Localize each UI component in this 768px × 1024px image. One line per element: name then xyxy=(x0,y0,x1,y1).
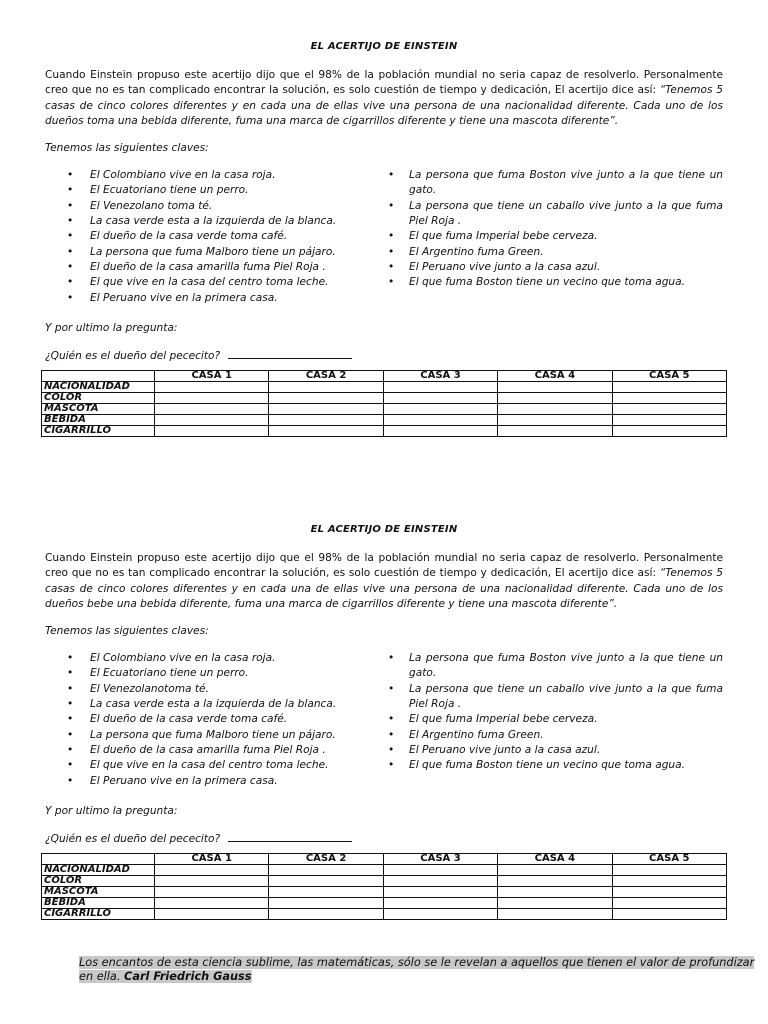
answer-cell[interactable] xyxy=(612,414,726,425)
clue-item: • El Venezolano toma té. xyxy=(45,199,384,214)
table-row xyxy=(42,403,727,414)
clue-item: • El que fuma Boston tiene un vecino que toma agua. xyxy=(384,758,723,773)
document-title: EL ACERTIJO DE EINSTEIN xyxy=(310,41,458,52)
answer-cell[interactable] xyxy=(498,875,612,886)
row-label: BEBIDA xyxy=(42,414,155,425)
table-row xyxy=(42,864,727,875)
column-header: CASA 3 xyxy=(383,853,497,864)
clue-item: • El Colombiano vive en la casa roja. xyxy=(45,651,384,666)
row-label: COLOR xyxy=(42,392,155,403)
table-header-row xyxy=(42,853,727,864)
answer-cell[interactable] xyxy=(498,392,612,403)
intro-quote: “Tenemos 5 casas de cinco colores diferentes y en cada una de ellas vive una persona de una nacionalidad diferente. Cada uno de los dueños toma una bebida diferente, fuma una marca de cigarrillos diferente y tiene una mascota diferente”. xyxy=(45,84,723,127)
answer-cell[interactable] xyxy=(269,886,383,897)
answer-cell[interactable] xyxy=(383,381,497,392)
clue-item: • La persona que fuma Boston vive junto a la que tiene un gato. xyxy=(384,168,723,199)
intro-quote: “Tenemos 5 casas de cinco colores diferentes y en cada una de ellas vive una persona de una nacionalidad diferente. Cada uno de los dueños bebe una bebida diferente, fuma una marca de cigarrillos diferente y tiene una mascota diferente”. xyxy=(45,567,723,610)
clues-label: Tenemos las siguientes claves: xyxy=(45,625,209,638)
row-label: CIGARRILLO xyxy=(42,425,155,436)
corner-cell xyxy=(42,853,155,864)
clue-item: • El que fuma Imperial bebe cerveza. xyxy=(384,229,723,244)
clue-item: • La persona que fuma Malboro tiene un pájaro. xyxy=(45,245,384,260)
answer-blank[interactable] xyxy=(228,348,352,359)
answer-cell[interactable] xyxy=(612,381,726,392)
answer-cell[interactable] xyxy=(612,875,726,886)
clue-item: • El Colombiano vive en la casa roja. xyxy=(45,168,384,183)
answer-cell[interactable] xyxy=(269,908,383,919)
answer-cell[interactable] xyxy=(612,886,726,897)
question-text: ¿Quién es el dueño del pececito? xyxy=(45,349,221,362)
puzzle-section-1 xyxy=(45,41,723,437)
clue-item: • El Peruano vive en la primera casa. xyxy=(45,774,384,789)
table-row xyxy=(42,425,727,436)
answer-cell[interactable] xyxy=(612,425,726,436)
clue-item: • El Peruano vive en la primera casa. xyxy=(45,291,384,306)
clue-item: • El Peruano vive junto a la casa azul. xyxy=(384,743,723,758)
column-header: CASA 5 xyxy=(612,853,726,864)
answer-cell[interactable] xyxy=(612,392,726,403)
answer-cell[interactable] xyxy=(383,864,497,875)
answer-cell[interactable] xyxy=(383,392,497,403)
answer-cell[interactable] xyxy=(383,414,497,425)
clue-item: • El que vive en la casa del centro toma leche. xyxy=(45,275,384,290)
clue-item: • El Argentino fuma Green. xyxy=(384,245,723,260)
answer-cell[interactable] xyxy=(155,403,269,414)
answer-cell[interactable] xyxy=(612,864,726,875)
question-text: ¿Quién es el dueño del pececito? xyxy=(45,832,221,845)
answer-cell[interactable] xyxy=(612,897,726,908)
quote-author: Carl Friedrich Gauss xyxy=(124,970,252,983)
table-row xyxy=(42,381,727,392)
answer-cell[interactable] xyxy=(269,392,383,403)
answer-cell[interactable] xyxy=(155,392,269,403)
answer-cell[interactable] xyxy=(155,864,269,875)
column-header: CASA 4 xyxy=(498,853,612,864)
clue-item: • La persona que fuma Boston vive junto a la que tiene un gato. xyxy=(384,651,723,682)
answer-cell[interactable] xyxy=(155,897,269,908)
answer-cell[interactable] xyxy=(155,381,269,392)
intro-paragraph xyxy=(45,551,723,612)
column-header: CASA 1 xyxy=(155,853,269,864)
clue-item: • El dueño de la casa amarilla fuma Piel Roja . xyxy=(45,743,384,758)
answer-cell[interactable] xyxy=(383,875,497,886)
puzzle-section-2 xyxy=(45,524,723,920)
clues-list-right xyxy=(384,651,723,773)
answer-cell[interactable] xyxy=(498,908,612,919)
clue-item: • El Peruano vive junto a la casa azul. xyxy=(384,260,723,275)
quote-text: Los encantos de esta ciencia sublime, las matemáticas, sólo se le revelan a aquellos que tienen el valor de profundizar en ella. xyxy=(79,956,755,983)
gauss-quote xyxy=(79,956,768,984)
clue-item: • La casa verde esta a la izquierda de la blanca. xyxy=(45,697,384,712)
answer-cell[interactable] xyxy=(498,381,612,392)
answer-cell[interactable] xyxy=(155,875,269,886)
corner-cell xyxy=(42,370,155,381)
question-line xyxy=(45,831,723,845)
answer-cell[interactable] xyxy=(155,908,269,919)
answer-cell[interactable] xyxy=(269,875,383,886)
clues-columns xyxy=(45,168,723,306)
answer-cell[interactable] xyxy=(498,886,612,897)
document-title: EL ACERTIJO DE EINSTEIN xyxy=(310,524,458,535)
column-header: CASA 4 xyxy=(498,370,612,381)
clue-item: • El dueño de la casa verde toma café. xyxy=(45,229,384,244)
clues-columns xyxy=(45,651,723,789)
answer-cell[interactable] xyxy=(269,864,383,875)
answer-cell[interactable] xyxy=(383,897,497,908)
clue-item: • El Ecuatoriano tiene un perro. xyxy=(45,666,384,681)
column-header: CASA 3 xyxy=(383,370,497,381)
answer-cell[interactable] xyxy=(612,403,726,414)
clue-item: • El Ecuatoriano tiene un perro. xyxy=(45,183,384,198)
answer-cell[interactable] xyxy=(269,425,383,436)
row-label: BEBIDA xyxy=(42,897,155,908)
clue-item: • La casa verde esta a la izquierda de la blanca. xyxy=(45,214,384,229)
row-label: COLOR xyxy=(42,875,155,886)
answer-cell[interactable] xyxy=(383,403,497,414)
answer-cell[interactable] xyxy=(269,414,383,425)
table-row xyxy=(42,908,727,919)
answer-cell[interactable] xyxy=(498,414,612,425)
intro-text: Cuando Einstein propuso este acertijo dijo que el 98% de la población mundial no seria capaz de resolverlo. Personalmente creo que no es tan complicado encontrar la solución, es solo cuestión de tiempo y dedicación, El acertijo dice así: xyxy=(45,69,723,97)
intro-text: Cuando Einstein propuso este acertijo dijo que el 98% de la población mundial no seria capaz de resolverlo. Personalmente creo que no es tan complicado encontrar la solución, es solo cuestión de tiempo y dedicación, El acertijo dice así: xyxy=(45,552,723,580)
answer-cell[interactable] xyxy=(269,897,383,908)
table-header-row xyxy=(42,370,727,381)
answer-cell[interactable] xyxy=(498,864,612,875)
answer-grid xyxy=(41,370,727,437)
clue-item: • El dueño de la casa verde toma café. xyxy=(45,712,384,727)
answer-cell[interactable] xyxy=(383,886,497,897)
answer-cell[interactable] xyxy=(612,908,726,919)
clues-list-left xyxy=(45,168,384,306)
answer-cell[interactable] xyxy=(383,425,497,436)
table-row xyxy=(42,392,727,403)
column-header: CASA 2 xyxy=(269,853,383,864)
question-line xyxy=(45,348,723,362)
clue-item: • La persona que tiene un caballo vive junto a la que fuma Piel Roja . xyxy=(384,199,723,230)
column-header: CASA 5 xyxy=(612,370,726,381)
answer-cell[interactable] xyxy=(269,403,383,414)
row-label: CIGARRILLO xyxy=(42,908,155,919)
clue-item: • El dueño de la casa amarilla fuma Piel Roja . xyxy=(45,260,384,275)
clue-item: • La persona que tiene un caballo vive junto a la que fuma Piel Roja . xyxy=(384,682,723,713)
answer-cell[interactable] xyxy=(383,908,497,919)
row-label: NACIONALIDAD xyxy=(42,864,155,875)
row-label: MASCOTA xyxy=(42,886,155,897)
clue-item: • El Argentino fuma Green. xyxy=(384,728,723,743)
clue-item: • El que vive en la casa del centro toma leche. xyxy=(45,758,384,773)
answer-grid xyxy=(41,853,727,920)
question-intro: Y por ultimo la pregunta: xyxy=(45,804,178,817)
intro-paragraph xyxy=(45,68,723,129)
row-label: MASCOTA xyxy=(42,403,155,414)
clue-item: • La persona que fuma Malboro tiene un pájaro. xyxy=(45,728,384,743)
clue-item: • El que fuma Boston tiene un vecino que toma agua. xyxy=(384,275,723,290)
table-row xyxy=(42,414,727,425)
clues-label: Tenemos las siguientes claves: xyxy=(45,142,209,155)
answer-cell[interactable] xyxy=(155,414,269,425)
column-header: CASA 1 xyxy=(155,370,269,381)
question-intro: Y por ultimo la pregunta: xyxy=(45,321,178,334)
table-row xyxy=(42,875,727,886)
column-header: CASA 2 xyxy=(269,370,383,381)
answer-cell[interactable] xyxy=(155,425,269,436)
answer-cell[interactable] xyxy=(269,381,383,392)
table-row xyxy=(42,886,727,897)
clue-item: • El Venezolanotoma té. xyxy=(45,682,384,697)
clue-item: • El que fuma Imperial bebe cerveza. xyxy=(384,712,723,727)
clues-list-right xyxy=(384,168,723,290)
row-label: NACIONALIDAD xyxy=(42,381,155,392)
answer-cell[interactable] xyxy=(498,403,612,414)
answer-cell[interactable] xyxy=(498,897,612,908)
answer-cell[interactable] xyxy=(498,425,612,436)
answer-cell[interactable] xyxy=(155,886,269,897)
clues-list-left xyxy=(45,651,384,789)
answer-blank[interactable] xyxy=(228,831,352,842)
table-row xyxy=(42,897,727,908)
